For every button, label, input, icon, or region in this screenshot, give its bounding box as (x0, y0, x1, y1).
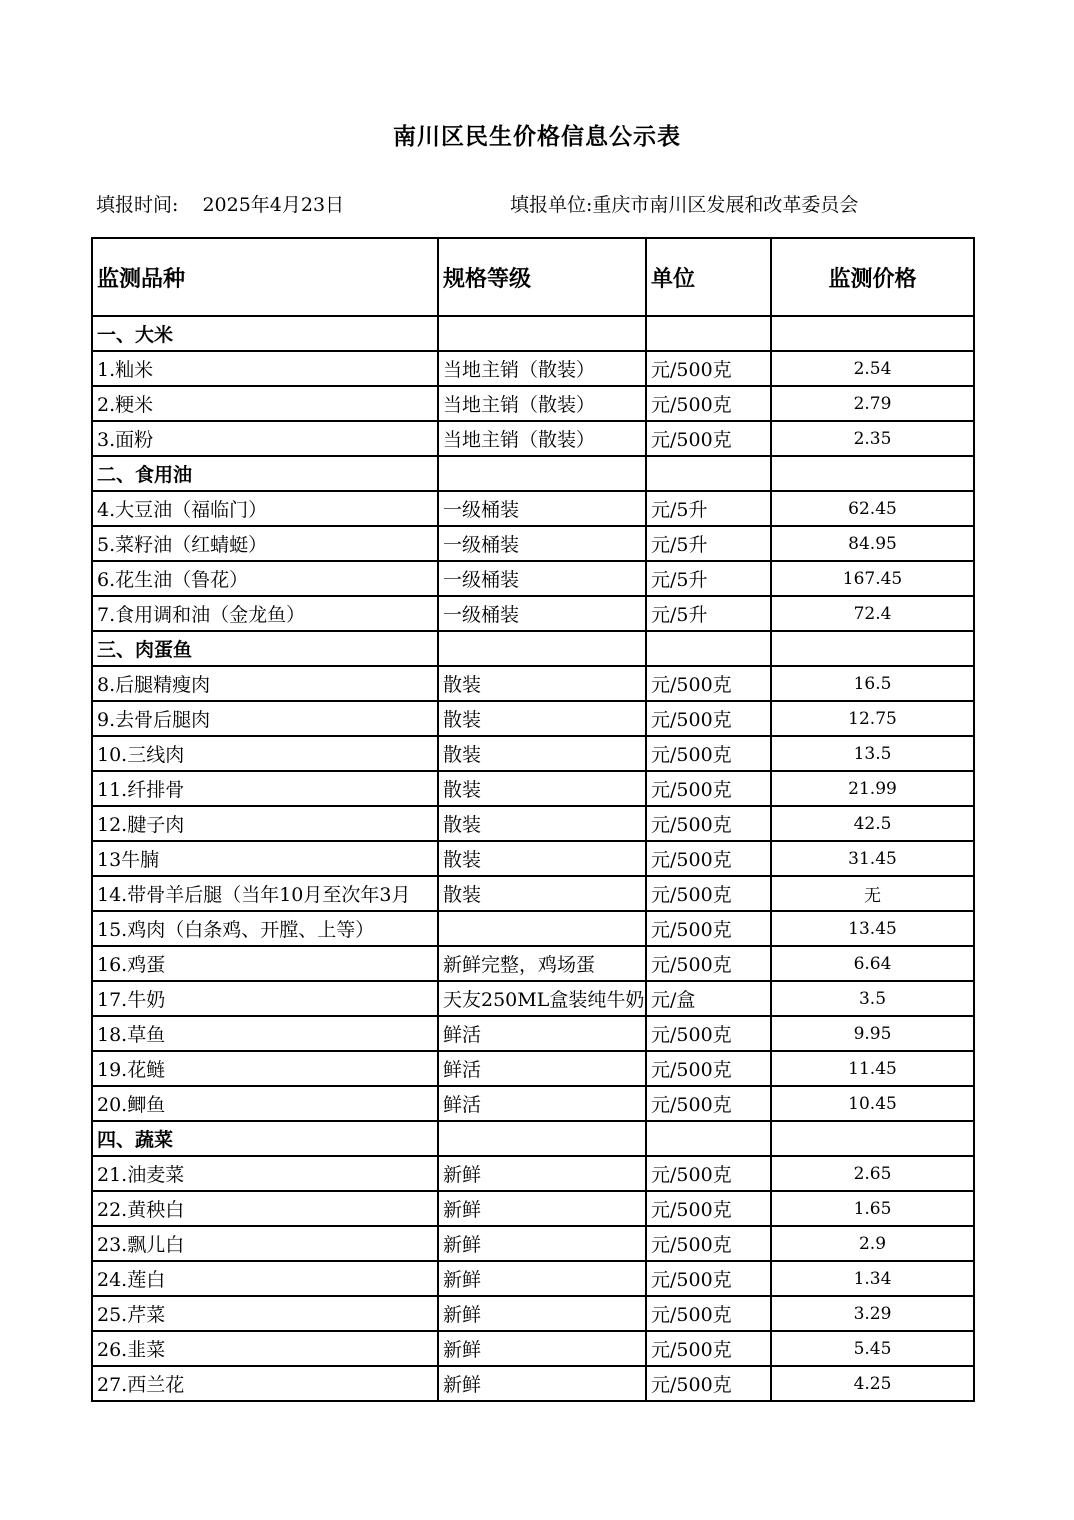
table-row (92, 876, 974, 911)
price-cell: 3.29 (771, 1296, 974, 1331)
price-cell: 12.75 (771, 701, 974, 736)
spec-cell: 鲜活 (438, 1016, 646, 1051)
spec-cell: 新鲜 (438, 1156, 646, 1191)
price-cell: 1.65 (771, 1191, 974, 1226)
item-cell: 3.面粉 (92, 421, 438, 456)
unit-cell: 元/500克 (646, 1261, 771, 1296)
price-cell (771, 1121, 974, 1156)
price-table (91, 237, 975, 1402)
section-row (92, 316, 974, 351)
item-cell: 1.籼米 (92, 351, 438, 386)
table-row (92, 911, 974, 946)
unit-cell: 元/500克 (646, 351, 771, 386)
fill-time-label: 填报时间: (96, 194, 179, 216)
price-cell: 1.34 (771, 1261, 974, 1296)
spec-cell (438, 316, 646, 351)
price-cell: 3.5 (771, 981, 974, 1016)
unit-cell (646, 456, 771, 491)
table-row (92, 666, 974, 701)
spec-cell: 鲜活 (438, 1051, 646, 1086)
unit-cell: 元/500克 (646, 701, 771, 736)
fill-time-value: 2025年4月23日 (202, 194, 345, 216)
price-cell: 2.65 (771, 1156, 974, 1191)
unit-cell: 元/5升 (646, 526, 771, 561)
section-row (92, 631, 974, 666)
section-row (92, 1121, 974, 1156)
price-cell: 10.45 (771, 1086, 974, 1121)
item-cell: 四、蔬菜 (92, 1121, 438, 1156)
item-cell: 9.去骨后腿肉 (92, 701, 438, 736)
item-cell: 22.黄秧白 (92, 1191, 438, 1226)
price-cell: 2.9 (771, 1226, 974, 1261)
unit-cell: 元/500克 (646, 1016, 771, 1051)
item-cell: 14.带骨羊后腿（当年10月至次年3月 (92, 876, 438, 911)
price-cell: 72.4 (771, 596, 974, 631)
unit-cell (646, 316, 771, 351)
table-row (92, 736, 974, 771)
price-cell: 31.45 (771, 841, 974, 876)
table-row (92, 526, 974, 561)
item-cell: 17.牛奶 (92, 981, 438, 1016)
page-title: 南川区民生价格信息公示表 (393, 123, 681, 150)
spec-cell: 新鲜 (438, 1296, 646, 1331)
item-cell: 12.腱子肉 (92, 806, 438, 841)
price-cell: 13.45 (771, 911, 974, 946)
unit-cell: 元/500克 (646, 876, 771, 911)
table-row (92, 386, 974, 421)
header-unit: 单位 (646, 238, 771, 316)
unit-cell: 元/500克 (646, 1366, 771, 1401)
item-cell: 5.菜籽油（红蜻蜓） (92, 526, 438, 561)
spec-cell (438, 911, 646, 946)
unit-cell: 元/盒 (646, 981, 771, 1016)
fill-unit-value: 重庆市南川区发展和改革委员会 (592, 194, 859, 216)
table-row (92, 351, 974, 386)
item-cell: 24.莲白 (92, 1261, 438, 1296)
table-row (92, 1156, 974, 1191)
price-table-body (92, 238, 974, 1401)
table-row (92, 1051, 974, 1086)
table-row (92, 946, 974, 981)
price-cell: 2.54 (771, 351, 974, 386)
price-cell: 11.45 (771, 1051, 974, 1086)
item-cell: 2.粳米 (92, 386, 438, 421)
item-cell: 二、食用油 (92, 456, 438, 491)
item-cell: 15.鸡肉（白条鸡、开膛、上等） (92, 911, 438, 946)
table-row (92, 841, 974, 876)
header-item: 监测品种 (92, 238, 438, 316)
spec-cell (438, 1121, 646, 1156)
price-cell: 21.99 (771, 771, 974, 806)
unit-cell: 元/500克 (646, 386, 771, 421)
spec-cell: 散装 (438, 701, 646, 736)
price-cell (771, 316, 974, 351)
price-cell: 9.95 (771, 1016, 974, 1051)
price-cell: 167.45 (771, 561, 974, 596)
table-row (92, 771, 974, 806)
spec-cell (438, 631, 646, 666)
spec-cell: 散装 (438, 876, 646, 911)
item-cell: 18.草鱼 (92, 1016, 438, 1051)
table-row (92, 981, 974, 1016)
unit-cell: 元/500克 (646, 771, 771, 806)
item-cell: 27.西兰花 (92, 1366, 438, 1401)
table-row (92, 1191, 974, 1226)
section-row (92, 456, 974, 491)
spec-cell: 散装 (438, 841, 646, 876)
spec-cell: 一级桶装 (438, 491, 646, 526)
table-row (92, 491, 974, 526)
table-header-row (92, 238, 974, 316)
spec-cell: 一级桶装 (438, 561, 646, 596)
unit-cell: 元/5升 (646, 561, 771, 596)
price-cell: 2.35 (771, 421, 974, 456)
unit-cell: 元/5升 (646, 491, 771, 526)
table-row (92, 1226, 974, 1261)
item-cell: 25.芹菜 (92, 1296, 438, 1331)
unit-cell: 元/500克 (646, 1226, 771, 1261)
table-row (92, 1016, 974, 1051)
unit-cell: 元/500克 (646, 1156, 771, 1191)
unit-cell: 元/500克 (646, 1331, 771, 1366)
item-cell: 4.大豆油（福临门） (92, 491, 438, 526)
header-price: 监测价格 (771, 238, 974, 316)
price-cell: 无 (771, 876, 974, 911)
item-cell: 一、大米 (92, 316, 438, 351)
item-cell: 三、肉蛋鱼 (92, 631, 438, 666)
spec-cell: 鲜活 (438, 1086, 646, 1121)
item-cell: 21.油麦菜 (92, 1156, 438, 1191)
item-cell: 13牛腩 (92, 841, 438, 876)
spec-cell: 新鲜 (438, 1191, 646, 1226)
item-cell: 6.花生油（鲁花） (92, 561, 438, 596)
unit-cell: 元/5升 (646, 596, 771, 631)
unit-cell: 元/500克 (646, 666, 771, 701)
price-cell (771, 456, 974, 491)
spec-cell (438, 456, 646, 491)
unit-cell: 元/500克 (646, 1191, 771, 1226)
item-cell: 16.鸡蛋 (92, 946, 438, 981)
header-spec: 规格等级 (438, 238, 646, 316)
spec-cell: 散装 (438, 771, 646, 806)
unit-cell: 元/500克 (646, 1086, 771, 1121)
spec-cell: 一级桶装 (438, 526, 646, 561)
table-row (92, 1331, 974, 1366)
unit-cell (646, 1121, 771, 1156)
price-cell: 4.25 (771, 1366, 974, 1401)
price-cell: 16.5 (771, 666, 974, 701)
table-row (92, 1261, 974, 1296)
item-cell: 8.后腿精瘦肉 (92, 666, 438, 701)
fill-time (96, 190, 344, 217)
spec-cell: 当地主销（散装） (438, 386, 646, 421)
spec-cell: 当地主销（散装） (438, 351, 646, 386)
item-cell: 26.韭菜 (92, 1331, 438, 1366)
spec-cell: 散装 (438, 666, 646, 701)
spec-cell: 新鲜 (438, 1226, 646, 1261)
table-row (92, 701, 974, 736)
item-cell: 7.食用调和油（金龙鱼） (92, 596, 438, 631)
unit-cell: 元/500克 (646, 1051, 771, 1086)
unit-cell (646, 631, 771, 666)
spec-cell: 新鲜 (438, 1261, 646, 1296)
fill-unit (510, 190, 858, 217)
price-cell: 42.5 (771, 806, 974, 841)
table-row (92, 596, 974, 631)
unit-cell: 元/500克 (646, 421, 771, 456)
fill-unit-label: 填报单位: (510, 194, 593, 216)
spec-cell: 新鲜 (438, 1331, 646, 1366)
spec-cell: 天友250ML盒装纯牛奶 (438, 981, 646, 1016)
spec-cell: 一级桶装 (438, 596, 646, 631)
unit-cell: 元/500克 (646, 946, 771, 981)
item-cell: 20.鲫鱼 (92, 1086, 438, 1121)
price-cell: 5.45 (771, 1331, 974, 1366)
price-cell: 2.79 (771, 386, 974, 421)
price-cell (771, 631, 974, 666)
table-row (92, 1296, 974, 1331)
spec-cell: 散装 (438, 736, 646, 771)
spec-cell: 当地主销（散装） (438, 421, 646, 456)
item-cell: 11.纤排骨 (92, 771, 438, 806)
unit-cell: 元/500克 (646, 806, 771, 841)
price-cell: 6.64 (771, 946, 974, 981)
item-cell: 19.花鲢 (92, 1051, 438, 1086)
item-cell: 23.飘儿白 (92, 1226, 438, 1261)
price-cell: 84.95 (771, 526, 974, 561)
unit-cell: 元/500克 (646, 911, 771, 946)
table-row (92, 806, 974, 841)
item-cell: 10.三线肉 (92, 736, 438, 771)
spec-cell: 新鲜 (438, 1366, 646, 1401)
table-row (92, 421, 974, 456)
spec-cell: 散装 (438, 806, 646, 841)
spec-cell: 新鲜完整，鸡场蛋 (438, 946, 646, 981)
price-cell: 62.45 (771, 491, 974, 526)
price-cell: 13.5 (771, 736, 974, 771)
table-row (92, 1366, 974, 1401)
table-row (92, 561, 974, 596)
unit-cell: 元/500克 (646, 736, 771, 771)
unit-cell: 元/500克 (646, 1296, 771, 1331)
table-row (92, 1086, 974, 1121)
unit-cell: 元/500克 (646, 841, 771, 876)
